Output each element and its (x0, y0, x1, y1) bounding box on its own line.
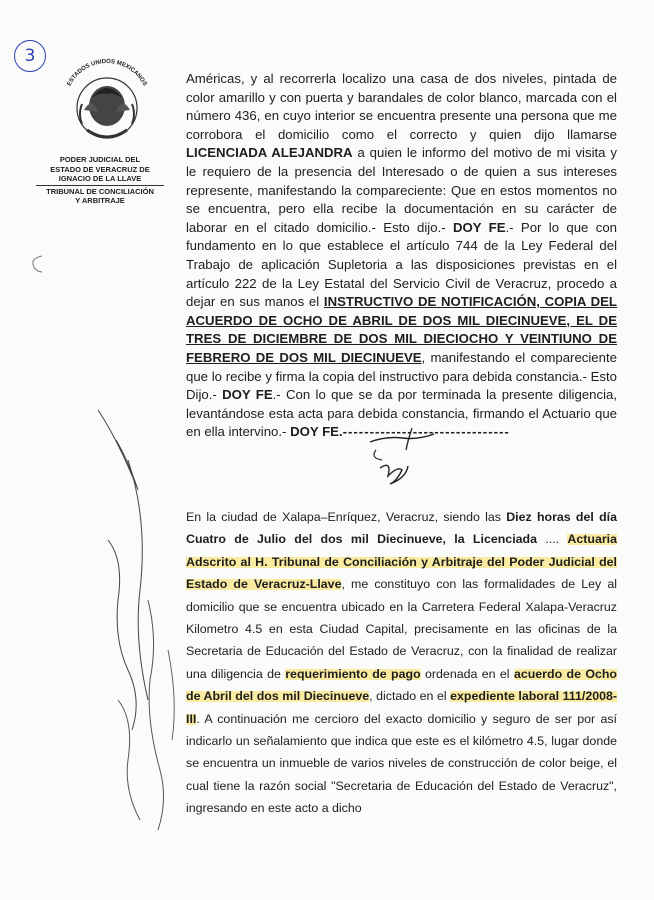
header-line-4: TRIBUNAL DE CONCILIACIÓN (46, 186, 154, 196)
para1-bold-name: LICENCIADA ALEJANDRA (186, 145, 353, 161)
punch-hole-mark (30, 254, 44, 274)
para2-text-1: En la ciudad de Xalapa–Enríquez, Veracruz, siendo las (186, 510, 507, 524)
seal-caption: ESTADOS UNIDOS MEXICANOS (66, 58, 148, 88)
para2-text-5: , dictado en el (369, 689, 451, 704)
svg-text:ESTADOS UNIDOS MEXICANOS (67, 59, 148, 87)
handwritten-page-number: 3 (14, 40, 46, 72)
para2-bold-date: Diez horas del día Cuatro de Julio del dos mil Diecinueve, la Licenciada (186, 510, 617, 547)
para1-dash-line: ------------------------------- (342, 424, 510, 440)
header-line-2: ESTADO DE VERACRUZ DE (50, 164, 150, 174)
para2-text-2: .... (536, 532, 568, 547)
para2-bold-court: Actuaria Adscrito al H. Tribunal de Conciliación y Arbitraje del Poder Judicial del Estado de Veracruz-Llave (186, 532, 617, 592)
para1-text-1: Américas, y al recorrerla localizo una casa de dos niveles, pintada de color amarillo y con puerta y barandales de color blanco, marcada con el número 436, en cuyo interior se encuentra presente una persona que me corrobora el domicilio como el correcto y quien dijo llamarse (186, 71, 617, 142)
para2-text-3: , me constituyo con las formalidades de Ley al domicilio que se encuentra ubicado en la Carretera Federal Xalapa-Veracruz Kilometro 4.5 en esta Ciudad Capital, precisamente en las oficinas de la Secretaria de Educación del Estado de Veracruz, con la finalidad de realizar una diligencia de (186, 577, 617, 681)
court-header (30, 155, 170, 206)
para1-bold-doy-fe-2: DOY FE (222, 387, 273, 403)
handwritten-margin-marks (88, 400, 198, 860)
para2-text-4: ordenada en el (420, 666, 514, 681)
para1-bold-documents: INSTRUCTIVO DE NOTIFICACIÓN, COPIA DEL ACUERDO DE OCHO DE ABRIL DE DOS MIL DIECINUEVE, EL DE TRES DE DICIEMBRE DE DOS MIL DIECIOCHO Y VEINTIUNO DE FEBRERO DE DOS MIL DIECINUEVE (186, 294, 617, 365)
header-line-1: PODER JUDICIAL DEL (59, 155, 141, 164)
para1-text-5: .- Con lo que se da por terminada la presente diligencia, levantándose esta acta para debida constancia, firmando el Actuario que en ella intervino.- (186, 387, 618, 440)
para1-text-3: .- Por lo que con fundamento en lo que establece el artículo 744 de la Ley Federal del Trabajo de aplicación Supletoria a las disposiciones previstas en el artículo 222 de la Ley Estatal del Servicio Civil de Veracruz, procedo a dejar en sus manos el (186, 219, 618, 310)
para2-bold-case-file: expediente laboral 111/2008-III (186, 689, 618, 726)
header-line-3: IGNACIO DE LA LLAVE (58, 174, 142, 183)
para2-text-6: . A continuación me cercioro del exacto domicilio y seguro de ser por así indicarlo un señalamiento que indica que este es el kilómetro 4.5, lugar donde se encuentra un inmueble de varios niveles de construcción de color beige, el cual tiene la razón social "Secretaria de Educación del Estado de Veracruz", ingresando en este acto a dicho (186, 711, 617, 816)
header-divider (36, 185, 164, 186)
para1-bold-doy-fe-3: DOY FE. (290, 424, 343, 440)
para1-text-2: a quien le informo del motivo de mi visita y le requiero de la presencia del Interesado o de quien a sus intereses represente, manifestando la compareciente: Que en estos momentos no se encuentra, pero ella recibe la documentación en su carácter de laborar en el citado domicilio.- Esto dijo.- (186, 145, 617, 235)
para2-bold-agreement: acuerdo de Ocho de Abril del dos mil Diecinueve (186, 666, 618, 704)
para1-bold-doy-fe-1: DOY FE (452, 219, 506, 235)
mexican-coat-of-arms-seal (52, 48, 162, 156)
para2-bold-payment: requerimiento de pago (285, 666, 421, 681)
para1-text-4: , manifestando el compareciente que lo recibe y firma la copia del instructivo para debida constancia.- Esto Dijo.- (186, 349, 617, 403)
diligence-paragraph-2 (186, 506, 617, 820)
diligence-paragraph-1 (186, 70, 617, 442)
header-line-5: Y ARBITRAJE (75, 196, 125, 205)
